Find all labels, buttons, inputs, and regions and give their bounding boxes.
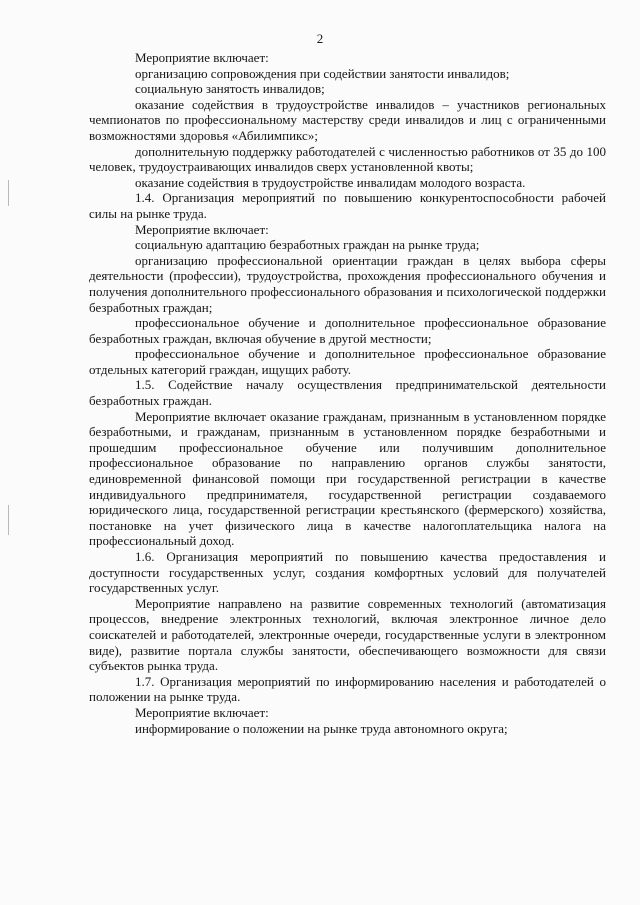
paragraph: социальную адаптацию безработных граждан на рынке труда; xyxy=(135,237,480,253)
paragraph: профессиональное обучение и дополнительное профессиональное образование отдельных категорий граждан, ищущих работу. xyxy=(89,346,606,377)
paragraph: оказание содействия в трудоустройстве инвалидам молодого возраста. xyxy=(135,174,526,190)
scan-edge-mark xyxy=(8,180,9,206)
document-body xyxy=(89,50,606,736)
section-heading: 1.7. Организация мероприятий по информированию населения и работодателей о положении на рынке труда. xyxy=(89,673,606,705)
paragraph: профессиональное обучение и дополнительное профессиональное образование безработных граждан, включая обучение в другой местности; xyxy=(89,315,606,346)
paragraph: оказание содействия в трудоустройстве инвалидов – участников региональных чемпионатов по профессиональному мастерству среди инвалидов и лиц с ограниченными возможностями здоровья «Абилимпикс»; xyxy=(89,96,606,143)
paragraph: Мероприятие направлено на развитие современных технологий (автоматизация процессов, внедрение электронных технологий, включая электронное личное дело соискателей и работодателей, электронные очереди, государственные услуги в электронном виде), развитие портала службы занятости, обеспечивающего возможности для связи субъектов рынка труда. xyxy=(89,595,606,674)
paragraph: информирование о положении на рынке труда автономного округа; xyxy=(135,720,508,736)
paragraph: организацию сопровождения при содействии занятости инвалидов; xyxy=(135,65,510,81)
section-heading: 1.4. Организация мероприятий по повышению конкурентоспособности рабочей силы на рынке труда. xyxy=(89,190,606,221)
paragraph: организацию профессиональной ориентации граждан в целях выбора сферы деятельности (профессии), трудоустройства, прохождения профессионального обучения и получения дополнительного профессионального образования и психологической поддержки безработных граждан; xyxy=(89,252,606,315)
paragraph: Мероприятие включает оказание гражданам, признанным в установленном порядке безработными, и гражданам, признанным в установленном порядке безработными и прошедшим профессиональное обучение или получившим дополнительное профессиональное образование по направлению органов службы занятости, единовременной финансовой помощи при государственной регистрации в качестве индивидуального предпринимателя, государственной регистрации создаваемого юридического лица, государственной регистрации крестьянского (фермерского) хозяйства, постановке на учет физического лица в качестве налогоплательщика налога на профессиональный доход. xyxy=(89,408,606,549)
paragraph: Мероприятие включает: xyxy=(135,704,269,720)
paragraph: социальную занятость инвалидов; xyxy=(135,81,325,97)
section-heading: 1.6. Организация мероприятий по повышению качества предоставления и доступности государственных услуг, создания комфортных условий для получателей государственных услуг. xyxy=(89,549,606,596)
page-number: 2 xyxy=(316,31,324,46)
scan-edge-mark xyxy=(8,505,9,535)
paragraph: Мероприятие включает: xyxy=(135,221,269,237)
paragraph: Мероприятие включает: xyxy=(135,50,269,65)
paragraph: дополнительную поддержку работодателей с численностью работников от 35 до 100 человек, трудоустраивающих инвалидов сверх установленной квоты; xyxy=(89,143,606,175)
section-heading: 1.5. Содействие началу осуществления предпринимательской деятельности безработных граждан. xyxy=(89,377,606,409)
